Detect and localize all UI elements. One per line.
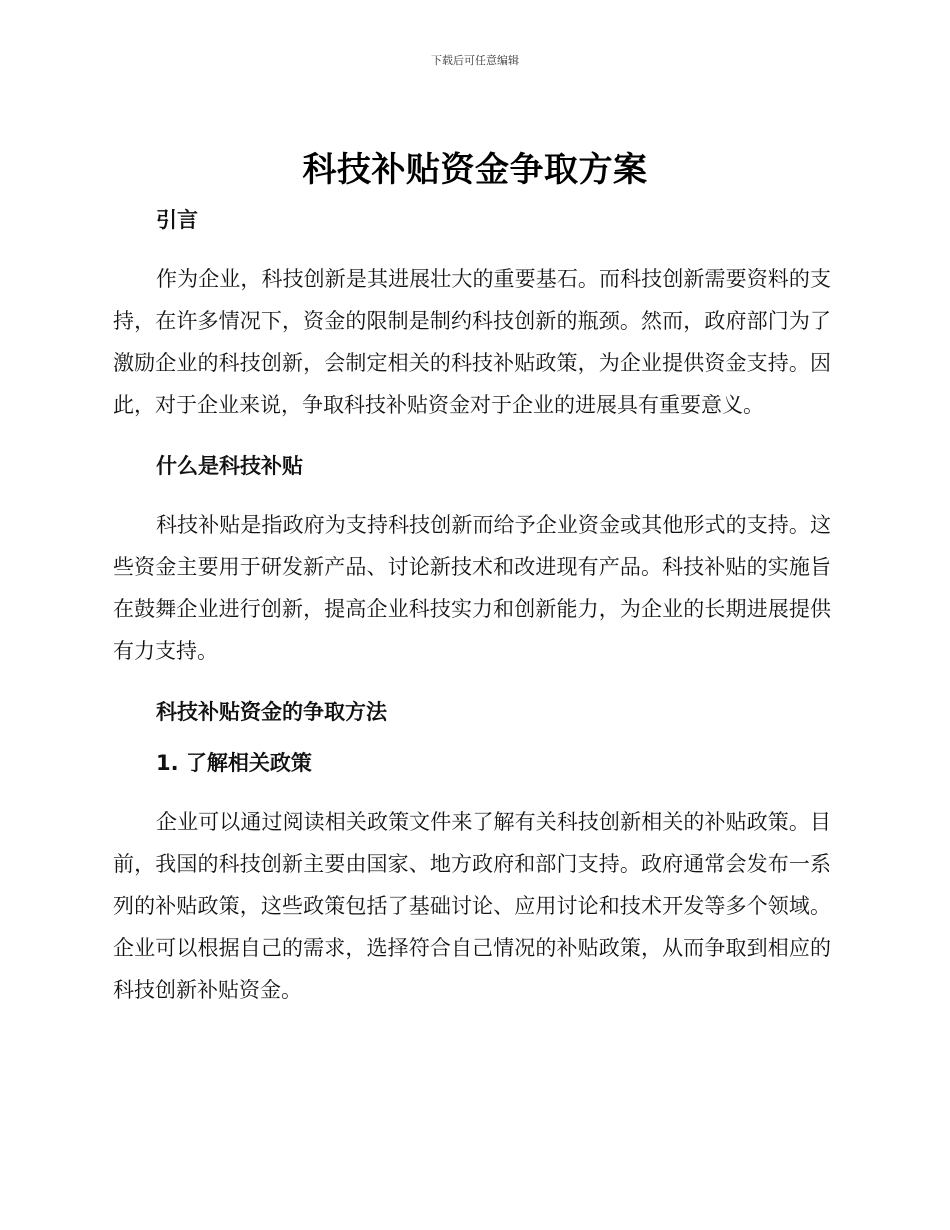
what-is-subsidy-paragraph: 科技补贴是指政府为支持科技创新而给予企业资金或其他形式的支持。这些资金主要用于研发新产品、讨论新技术和改进现有产品。科技补贴的实施旨在鼓舞企业进行创新，提高企业科技实力和创新能力，为企业的长期进展提供有力支持。 — [113, 513, 831, 663]
section-heading-methods: 科技补贴资金的争取方法 — [156, 700, 387, 724]
introduction-paragraph: 作为企业，科技创新是其进展壮大的重要基石。而科技创新需要资料的支持，在许多情况下，资金的限制是制约科技创新的瓶颈。然而，政府部门为了激励企业的科技创新，会制定相关的科技补贴政策，为企业提供资金支持。因此，对于企业来说，争取科技补贴资金对于企业的进展具有重要意义。 — [113, 267, 831, 417]
section-heading-introduction: 引言 — [156, 208, 198, 232]
header-note: 下载后可任意编辑 — [431, 54, 519, 67]
section-heading-understand-policy: 1. 了解相关政策 — [156, 751, 312, 775]
document-body — [113, 202, 831, 1011]
section-heading-what-is-subsidy: 什么是科技补贴 — [156, 454, 303, 478]
document-title: 科技补贴资金争取方案 — [302, 150, 648, 190]
understand-policy-paragraph: 企业可以通过阅读相关政策文件来了解有关科技创新相关的补贴政策。目前，我国的科技创新主要由国家、地方政府和部门支持。政府通常会发布一系列的补贴政策，这些政策包括了基础讨论、应用讨论和技术开发等多个领域。企业可以根据自己的需求，选择符合自己情况的补贴政策，从而争取到相应的科技创新补贴资金。 — [113, 810, 831, 1002]
